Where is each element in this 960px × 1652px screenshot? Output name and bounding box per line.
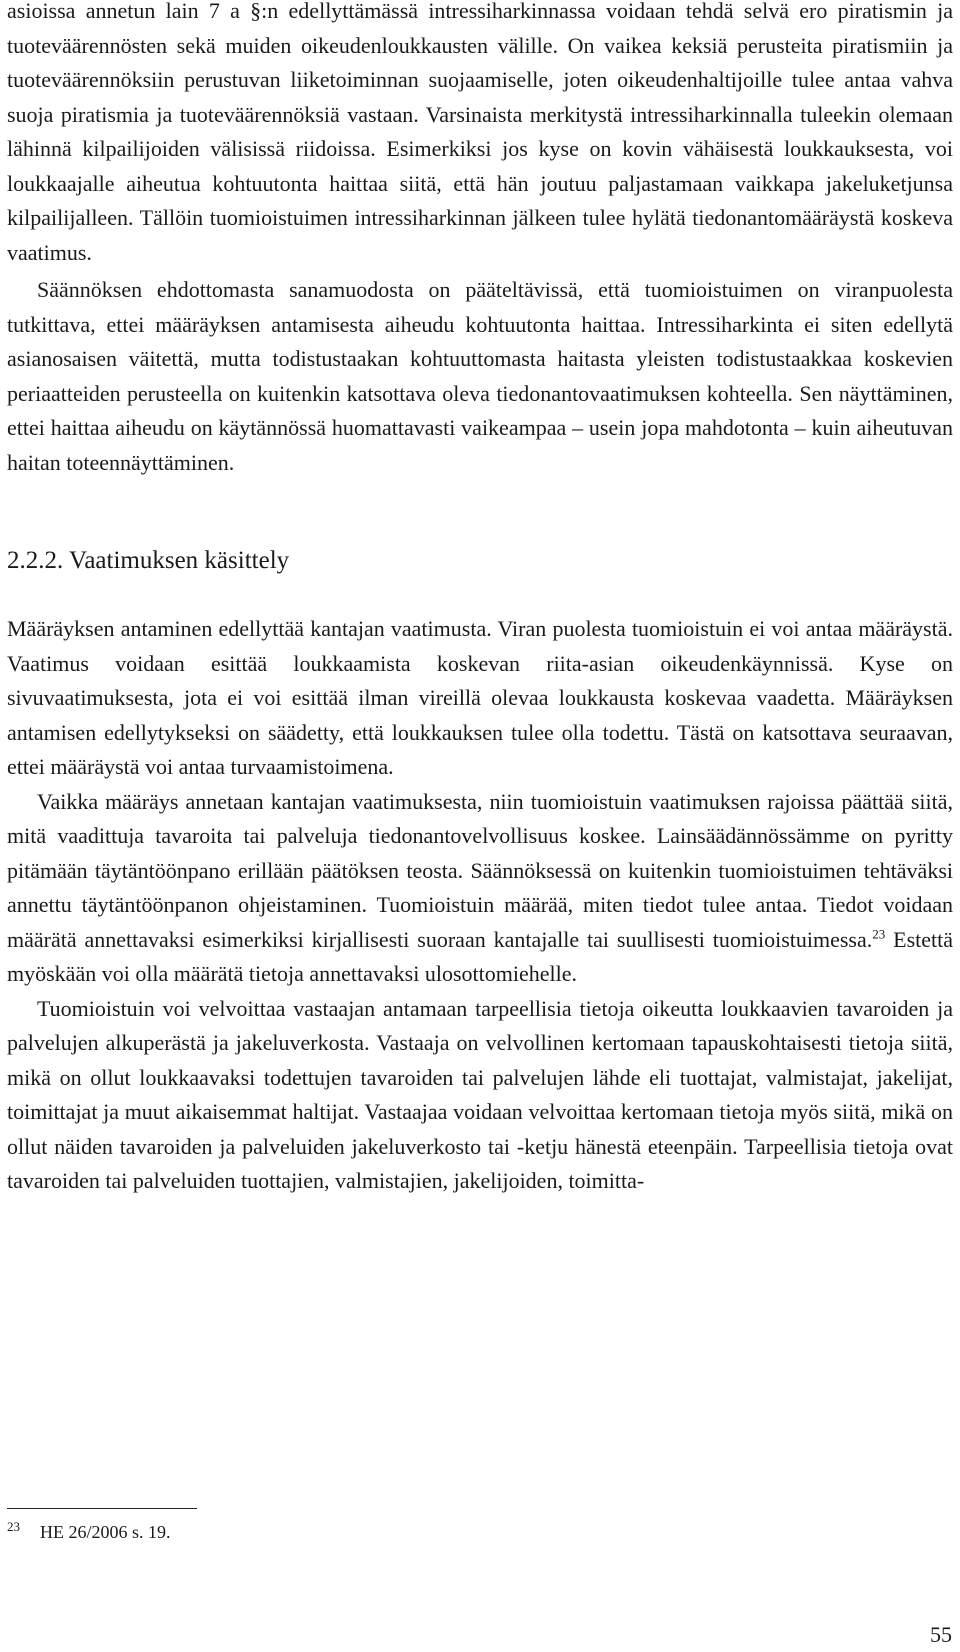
footnote-text: HE 26/2006 s. 19.: [40, 1522, 171, 1542]
paragraph-4-text-b: Estettä myöskään voi olla määrätä tietoja annettavaksi ulosottomiehelle.: [7, 926, 953, 986]
footnote-divider: [7, 1508, 197, 1509]
paragraph-1: asioissa annetun lain 7 a §:n edellyttämässä intressiharkinnassa voidaan tehdä selvä ero piratismin ja tuoteväärennösten sekä muiden oikeudenloukkausten välille. On vaikea keksiä perusteita piratismiin ja tuoteväärennöksiin perustuvan liiketoiminnan suojaamiselle, joten oikeudenhaltijoille tulee antaa vahva suoja piratismia ja tuoteväärennöksiä vastaan. Varsinaista merkitystä intressiharkinnalla tuleekin olemaan lähinnä kilpailijoiden välisissä riidoissa. Esimerkiksi jos kyse on kovin vähäisestä loukkauksesta, voi loukkaajalle aiheutua kohtuutonta haittaa siitä, että hän joutuu paljastamaan vaikkapa jakeluketjunsa kilpailijalleen. Tällöin tuomioistuimen intressiharkinnan jälkeen tulee hylätä tiedonantomääräystä koskeva vaatimus.: [7, 0, 953, 265]
footnote-number: 23: [7, 1519, 20, 1534]
paragraph-4: [7, 785, 953, 992]
paragraph-3: Määräyksen antaminen edellyttää kantajan vaatimusta. Viran puolesta tuomioistuin ei voi antaa määräystä. Vaatimus voidaan esittää loukkaamista koskevan riita-asian oikeudenkäynnissä. Kyse on sivuvaatimuksesta, jota ei voi esittää ilman vireillä olevaa loukkausta koskevaa vaadetta. Määräyksen antamisen edellytykseksi on säädetty, että loukkauksen tulee olla todettu. Tästä on katsottava seuraavan, ettei määräystä voi antaa turvaamistoimena.: [7, 616, 953, 779]
footnote: [7, 1520, 171, 1544]
page-number: 55: [930, 1622, 952, 1647]
paragraph-2: Säännöksen ehdottomasta sanamuodosta on pääteltävissä, että tuomioistuimen on viranpuolesta tutkittava, ettei määräyksen antamisesta aiheudu kohtuutonta haittaa. Intressiharkinta ei siten edellytä asianosaisen väitettä, mutta todistustaakan kohtuuttomasta haitasta yleisten todistustaakkaa koskevien periaatteiden perusteella on kuitenkin katsottava oleva tiedonantovaatimuksen kohteella. Sen näyttäminen, ettei haittaa aiheudu on käytännössä huomattavasti vaikeampaa – usein jopa mahdotonta – kuin aiheutuvan haitan toteennäyttäminen.: [7, 277, 953, 475]
footnote-reference[interactable]: 23: [872, 926, 886, 942]
section-heading: 2.2.2. Vaatimuksen käsittely: [7, 547, 290, 574]
page-body: [7, 0, 953, 1199]
paragraph-5: Tuomioistuin voi velvoittaa vastaajan antamaan tarpeellisia tietoja oikeutta loukkaavien tavaroiden ja palvelujen alkuperästä ja jakeluverkosta. Vastaaja on velvollinen kertomaan tapauskohtaisesti tietoja siitä, mikä on ollut loukkaavaksi todettujen tavaroiden tai palvelujen lähde eli tuottajat, valmistajat, jakelijat, toimittajat ja muut aikaisemmat haltijat. Vastaajaa voidaan velvoittaa kertomaan tietoja myös siitä, mikä on ollut näiden tavaroiden ja palveluiden jakeluverkosto tai -ketju hänestä eteenpäin. Tarpeellisia tietoja ovat tavaroiden tai palveluiden tuottajien, valmistajien, jakelijoiden, toimitta-: [7, 995, 953, 1193]
paragraph-4-text-a: Vaikka määräys annetaan kantajan vaatimuksesta, niin tuomioistuin vaatimuksen rajoissa päättää siitä, mitä vaadittuja tavaroita tai palveluja tiedonantovelvollisuus koskee. Lainsäädännössämme on pyritty pitämään täytäntöönpano erillään päätöksen teosta. Säännöksessä on kuitenkin tuomioistuimen tehtäväksi annettu täytäntöönpanon ohjeistaminen. Tuomioistuin määrää, miten tiedot tulee antaa. Tiedot voidaan määrätä annettavaksi esimerkiksi kirjallisesti suoraan kantajalle tai suullisesti tuomioistuimessa.: [7, 788, 953, 952]
